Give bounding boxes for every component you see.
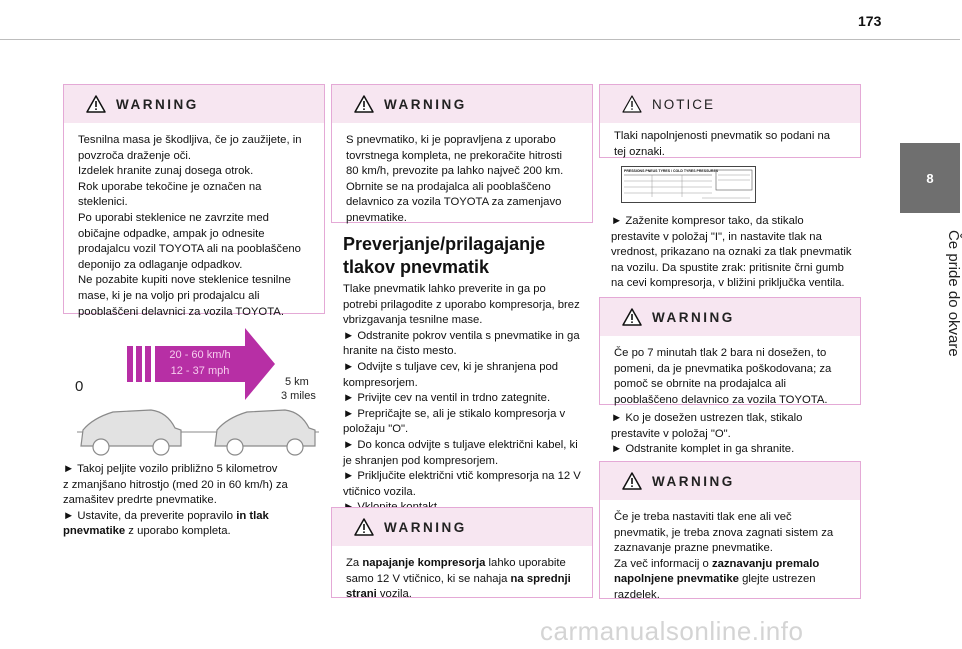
text-line: z zmanjšano hitrostjo (med 20 in 60 km/h) za	[63, 478, 288, 491]
warning-line: Rok uporabe tekočine je označen na	[78, 180, 262, 193]
warning-line: pomeni, da je pnevmatika poškodovana; za	[614, 362, 832, 375]
warning-box-speed	[331, 84, 593, 223]
notice-triangle-icon	[622, 95, 642, 113]
heading-line: Preverjanje/prilagajanje	[343, 234, 546, 254]
text-line: vbrizgavanja tesnilne mase.	[343, 314, 483, 327]
warning-line: Če po 7 minutah tlak 2 bara ni dosežen, to	[614, 347, 827, 359]
warning-triangle-icon	[622, 472, 642, 490]
procedure-paragraph	[343, 282, 593, 516]
notice-text	[600, 123, 860, 170]
warning-line: pomoč se obrnite na prodajalca ali	[614, 378, 787, 391]
speed-mph-label: 12 - 37 mph	[170, 365, 230, 377]
start-label: 0	[75, 378, 84, 395]
warning-text	[600, 500, 860, 614]
text-line: hranite na čisto mesto.	[343, 345, 457, 358]
warning-line: Tesnilna masa je škodljiva, če jo zaužijete, in	[78, 134, 302, 146]
text-line: ► Privijte cev na ventil in trdno zategnite.	[343, 392, 551, 405]
warning-text	[600, 336, 860, 418]
warning-line: S pnevmatiko, ki je popravljena z uporabo	[346, 134, 556, 146]
text-line: vrednost, prikazano na oznaki za tlak pnevmatik	[611, 246, 852, 259]
warning-text	[332, 546, 592, 613]
warning-box-pressure	[599, 297, 861, 405]
warning-line: prodajalcu vozil TOYOTA ali na pooblaščeno	[78, 243, 301, 256]
text-line: kompresorjem.	[343, 376, 418, 389]
car-right-icon	[215, 410, 315, 455]
warning-header	[600, 462, 860, 500]
warning-line: 80 km/h, prevozite pa lahko največ 200 km.	[346, 165, 564, 178]
warning-line: Za več informacij o zaznavanju premalo	[614, 557, 820, 570]
warning-header	[64, 85, 324, 123]
car-left-icon	[81, 410, 181, 455]
text-line: ► Ko je dosežen ustrezen tlak, stikalo	[611, 412, 803, 424]
text-line: zamašitev predrte pnevmatike.	[63, 494, 217, 507]
warning-header	[332, 85, 592, 123]
text-line: ► Takoj peljite vozilo približno 5 kilometrov	[63, 463, 278, 475]
distance-miles-label: 3 miles	[281, 390, 316, 402]
warning-line: zaznavanje prazne pnevmatike.	[614, 542, 773, 555]
warning-box-socket	[331, 507, 593, 601]
text-line: vtičnico vozila.	[343, 485, 416, 498]
label-table-graphic	[622, 167, 755, 202]
warning-line: Če je treba nastaviti tlak ene ali več	[614, 511, 792, 523]
text-line: ► Do konca odvijte s tuljave električni kabel, ki	[343, 438, 578, 451]
warning-title: WARNING	[652, 473, 735, 489]
notice-line: Tlaki napolnjenosti pnevmatik so podani na	[614, 130, 831, 142]
warning-line: delavnico za vozila TOYOTA za zamenjavo	[346, 196, 562, 209]
text-line: na vozilu. Da spustite zrak: pritisnite črni gumb	[611, 261, 844, 274]
text-line: je shranjen pod kompresorjem.	[343, 454, 499, 467]
warning-line: Za napajanje kompresorja lahko uporabite	[346, 557, 566, 569]
warning-line: povzroča draženje oči.	[78, 149, 192, 162]
speed-kmh-label: 20 - 60 km/h	[169, 349, 231, 361]
warning-triangle-icon	[354, 518, 374, 536]
notice-title: NOTICE	[652, 96, 716, 112]
instruction-paragraph	[63, 462, 325, 540]
warning-line: Izdelek hranite zunaj dosega otrok.	[78, 165, 254, 178]
notice-line: tej oznaki.	[614, 145, 665, 158]
section-heading	[343, 233, 593, 279]
warning-title: WARNING	[116, 96, 199, 112]
warning-box-reset	[599, 461, 861, 599]
chapter-title: Če pride do okvare	[945, 230, 962, 357]
text-line: ► Ustavite, da preverite popravilo in tlak	[63, 509, 269, 522]
text-line: Tlake pnevmatik lahko preverite in ga po	[343, 283, 546, 295]
warning-header	[600, 298, 860, 336]
warning-line: razdelek.	[614, 588, 660, 601]
warning-line: Ne pozabite kupiti nove steklenice tesnilne	[78, 274, 291, 287]
compressor-paragraph	[611, 214, 861, 292]
text-line: prestavite v položaj "O".	[611, 427, 731, 440]
text-line: ► Zaženite kompresor tako, da stikalo	[611, 215, 804, 227]
warning-triangle-icon	[622, 308, 642, 326]
tyre-pressure-label-image	[621, 166, 756, 203]
text-line: prestavite v položaj "I", in nastavite tlak na	[611, 230, 822, 243]
text-line: pnevmatike z uporabo kompleta.	[63, 525, 231, 538]
warning-line: pnevmatike.	[346, 211, 407, 224]
text-line: ► Odstranite pokrov ventila s pnevmatike in ga	[343, 329, 580, 342]
warning-line: mase, ki je na voljo pri prodajalcu ali	[78, 289, 260, 302]
warning-title: WARNING	[384, 96, 467, 112]
warning-box-sealant	[63, 84, 325, 318]
chapter-side-tab[interactable]	[900, 143, 960, 543]
text-line: ► Odstranite komplet in ga shranite.	[611, 443, 795, 456]
warning-line: strani vozila.	[346, 588, 412, 601]
distance-km-label: 5 km	[285, 376, 309, 388]
warning-line: Po uporabi steklenice ne zavrzite med	[78, 211, 269, 224]
warning-title: WARNING	[384, 519, 467, 535]
heading-line: tlakov pnevmatik	[343, 257, 490, 277]
notice-box	[599, 84, 861, 158]
warning-line: steklenici.	[78, 196, 128, 209]
notice-header	[600, 85, 860, 123]
warning-line: pooblaščeni delavnici za vozila TOYOTA.	[78, 305, 284, 318]
text-line: ► Priključite električni vtič kompresorja na 12 V	[343, 470, 581, 483]
warning-header	[332, 508, 592, 546]
finish-paragraph	[611, 411, 861, 458]
warning-line: pnevmatik, je treba znova zagnati sistem za	[614, 526, 834, 539]
warning-line: deponijo za odlaganje odpadkov.	[78, 258, 243, 271]
warning-line: samo 12 V vtičnico, ki se nahaja na sprednji	[346, 572, 571, 585]
warning-line: pooblaščeno delavnico za vozila TOYOTA.	[614, 393, 828, 406]
label-caption: PRESSIONS PNEUS TYRES / COLD TYRES PRESSURES	[624, 169, 719, 173]
text-line: ► Odvijte s tuljave cev, ki je shranjena pod	[343, 360, 559, 373]
watermark: carmanualsonline.info	[540, 616, 804, 646]
text-line: ► Prepričajte se, ali je stikalo kompresorja v	[343, 407, 566, 420]
warning-triangle-icon	[86, 95, 106, 113]
speed-distance-diagram	[63, 326, 325, 456]
warning-line: tovrstnega kompleta, ne prekoračite hitrosti	[346, 149, 563, 162]
warning-triangle-icon	[354, 95, 374, 113]
warning-line: običajne odpadke, ampak jo odnesite	[78, 227, 265, 240]
warning-text	[64, 123, 324, 330]
page-number: 173	[858, 13, 882, 29]
text-line: potrebi prilagodite z uporabo kompresorja, brez	[343, 298, 580, 311]
text-line: položaju "O".	[343, 423, 409, 436]
warning-title: WARNING	[652, 309, 735, 325]
warning-line: Obrnite se na prodajalca ali pooblaščeno	[346, 180, 551, 193]
warning-text	[332, 123, 592, 237]
text-line: na cevi kompresorja, v bližini priključka ventila.	[611, 277, 845, 290]
header-divider	[0, 39, 960, 40]
warning-line: napolnjene pnevmatike glejte ustrezen	[614, 573, 816, 586]
chapter-number: 8	[900, 143, 960, 213]
